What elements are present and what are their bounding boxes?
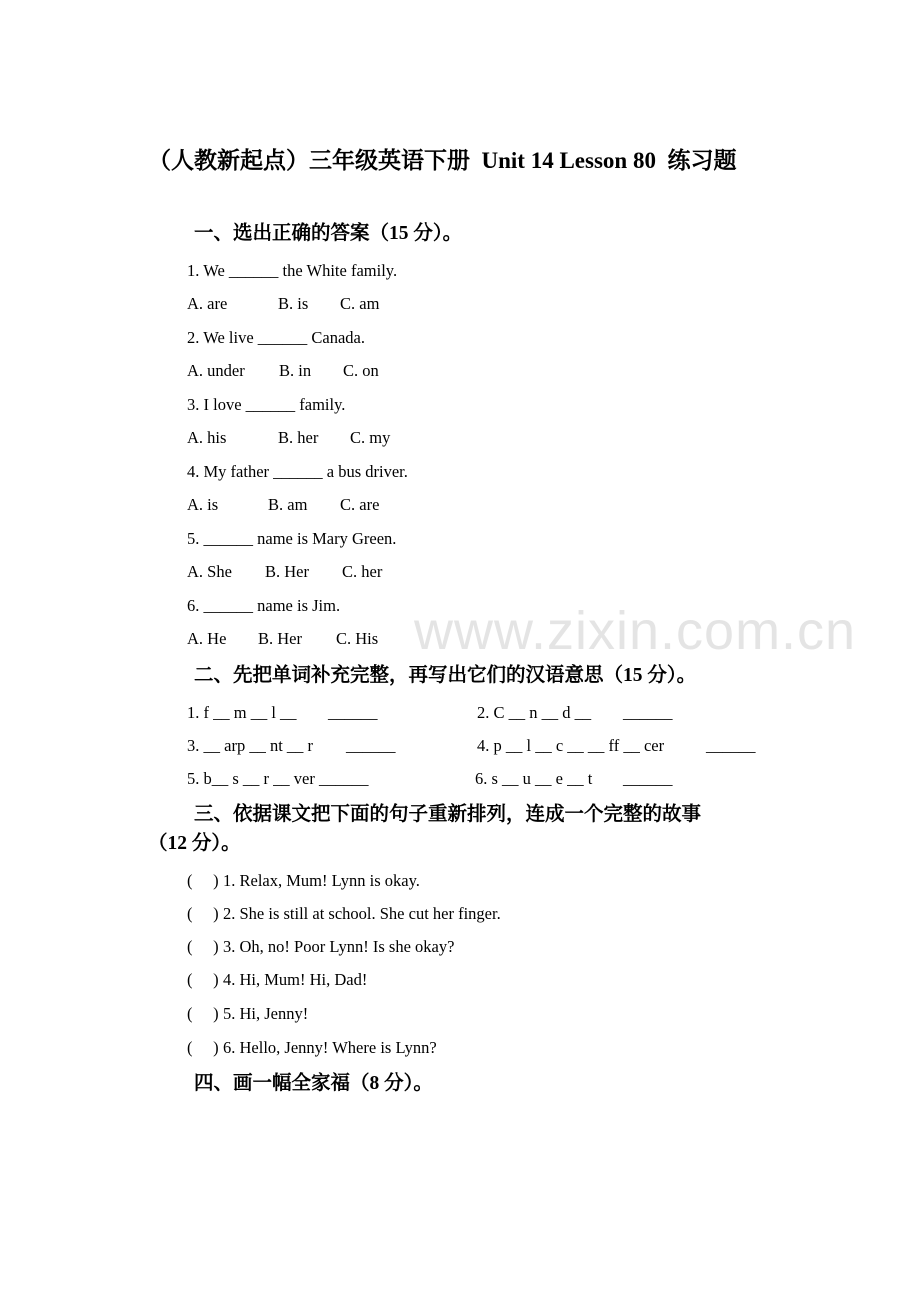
meaning-blank-3: ______ xyxy=(346,736,396,755)
option-1b: B. is xyxy=(278,294,309,313)
page-title: （人教新起点）三年级英语下册 Unit 14 Lesson 80 练习题 xyxy=(148,148,737,173)
option-4a: A. is xyxy=(187,495,219,514)
option-1a: A. are xyxy=(187,294,228,313)
section3-heading: 三、依据课文把下面的句子重新排列，连成一个完整的故事 xyxy=(194,804,702,825)
sentence-6: 6. Hello, Jenny! Where is Lynn? xyxy=(223,1038,437,1057)
word-item-5: 5. b__ s __ r __ ver ______ xyxy=(187,769,369,788)
order-bracket: ( ) xyxy=(187,937,219,956)
order-bracket: ( ) xyxy=(187,871,219,890)
option-6b: B. Her xyxy=(258,629,302,648)
word-item-1: 1. f __ m __ l __ xyxy=(187,703,297,722)
option-2b: B. in xyxy=(279,361,312,380)
option-1c: C. am xyxy=(340,294,380,313)
question-6: 6. ______ name is Jim. xyxy=(187,596,341,615)
section3-heading-cont: （12 分）。 xyxy=(148,833,241,854)
question-3: 3. I love ______ family. xyxy=(187,395,346,414)
sentence-1: 1. Relax, Mum! Lynn is okay. xyxy=(223,871,420,890)
section2-heading: 二、先把单词补充完整，再写出它们的汉语意思（15 分）。 xyxy=(194,665,697,686)
meaning-blank-2: ______ xyxy=(623,703,673,722)
option-3c: C. my xyxy=(350,428,391,447)
meaning-blank-1: ______ xyxy=(328,703,378,722)
order-bracket: ( ) xyxy=(187,1004,219,1023)
option-6a: A. He xyxy=(187,629,227,648)
section1-heading: 一、选出正确的答案（15 分）。 xyxy=(194,223,463,244)
option-3b: B. her xyxy=(278,428,319,447)
watermark: www.zixin.com.cn xyxy=(414,601,857,661)
option-3a: A. his xyxy=(187,428,227,447)
meaning-blank-4: ______ xyxy=(706,736,756,755)
option-4b: B. am xyxy=(268,495,308,514)
meaning-blank-6: ______ xyxy=(623,769,673,788)
option-2a: A. under xyxy=(187,361,245,380)
option-5b: B. Her xyxy=(265,562,309,581)
question-5: 5. ______ name is Mary Green. xyxy=(187,529,397,548)
word-item-2: 2. C __ n __ d __ xyxy=(477,703,592,722)
section4-heading: 四、画一幅全家福（8 分）。 xyxy=(194,1073,433,1094)
option-6c: C. His xyxy=(336,629,379,648)
option-5c: C. her xyxy=(342,562,383,581)
order-bracket: ( ) xyxy=(187,1038,219,1057)
word-item-6: 6. s __ u __ e __ t xyxy=(475,769,593,788)
order-bracket: ( ) xyxy=(187,970,219,989)
option-2c: C. on xyxy=(343,361,379,380)
question-1: 1. We ______ the White family. xyxy=(187,261,398,280)
sentence-5: 5. Hi, Jenny! xyxy=(223,1004,309,1023)
word-item-4: 4. p __ l __ c __ __ ff __ cer xyxy=(477,736,665,755)
option-5a: A. She xyxy=(187,562,232,581)
option-4c: C. are xyxy=(340,495,380,514)
order-bracket: ( ) xyxy=(187,904,219,923)
sentence-4: 4. Hi, Mum! Hi, Dad! xyxy=(223,970,368,989)
question-2: 2. We live ______ Canada. xyxy=(187,328,365,347)
word-item-3: 3. __ arp __ nt __ r xyxy=(187,736,314,755)
sentence-2: 2. She is still at school. She cut her finger. xyxy=(223,904,501,923)
question-4: 4. My father ______ a bus driver. xyxy=(187,462,408,481)
sentence-3: 3. Oh, no! Poor Lynn! Is she okay? xyxy=(223,937,455,956)
